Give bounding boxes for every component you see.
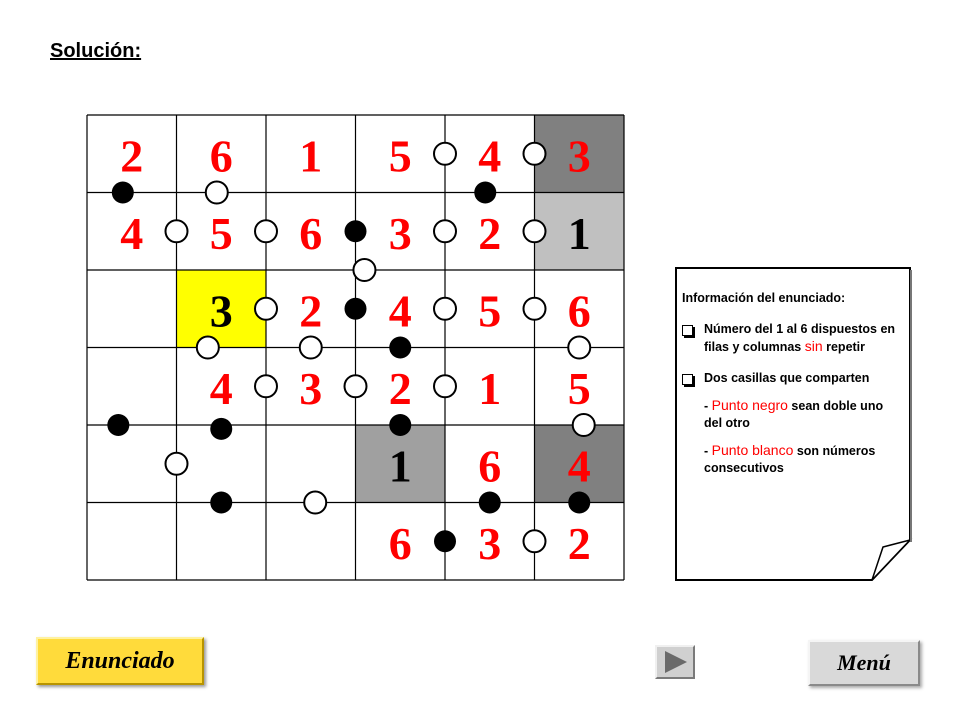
info-heading: Información del enunciado: [682, 291, 846, 305]
black-dot [389, 414, 411, 436]
cell-number: 3 [388, 207, 412, 259]
cell-number: 3 [299, 362, 323, 414]
cell-number: 1 [478, 362, 502, 414]
cell-number: 1 [567, 207, 591, 259]
white-dot [573, 414, 595, 436]
white-dot [434, 375, 456, 397]
info-black-dot-rule: - Punto negro sean doble uno del otro [704, 397, 884, 430]
white-dot [255, 220, 277, 242]
white-dot [524, 298, 546, 320]
cell-number: 4 [120, 207, 144, 259]
grid-cell [87, 503, 177, 581]
black-dot [112, 182, 134, 204]
cell-number: 2 [299, 285, 323, 337]
cell-number: 4 [567, 440, 591, 492]
white-dot [434, 298, 456, 320]
black-dot [345, 220, 367, 242]
triangle-right-icon [657, 647, 693, 677]
cell-number: 6 [388, 517, 412, 569]
cell-number: 3 [478, 517, 502, 569]
white-dot [345, 375, 367, 397]
cell-number: 4 [478, 130, 502, 182]
black-dot [389, 337, 411, 359]
cell-number: 6 [567, 285, 591, 337]
info-white-dot-rule: - Punto blanco son números consecutivos [704, 442, 876, 475]
square-bullet-icon [682, 325, 693, 336]
cell-number: 6 [299, 207, 323, 259]
cell-number: 1 [299, 130, 323, 182]
cell-number: 5 [478, 285, 502, 337]
cell-number: 2 [120, 130, 144, 182]
cell-number: 2 [478, 207, 502, 259]
grid-cell [266, 503, 356, 581]
grid-cell [87, 425, 177, 503]
square-bullet-icon [682, 374, 693, 385]
page-title: Solución: [50, 40, 142, 62]
white-dot [206, 182, 228, 204]
grid-cell [87, 348, 177, 426]
cell-number: 3 [209, 285, 233, 337]
cell-number: 1 [388, 440, 412, 492]
enunciado-button[interactable]: Enunciado [36, 637, 204, 685]
white-dot [166, 453, 188, 475]
grid-cell [266, 425, 356, 503]
black-dot [474, 182, 496, 204]
white-dot [434, 143, 456, 165]
white-dot [304, 492, 326, 514]
white-dot [434, 220, 456, 242]
black-dot [210, 418, 232, 440]
menu-button[interactable]: Menú [808, 640, 920, 686]
black-dot [434, 530, 456, 552]
black-dot [479, 492, 501, 514]
cell-number: 5 [567, 362, 591, 414]
cell-number: 5 [209, 207, 233, 259]
info-panel [682, 290, 904, 477]
grid-cell [87, 270, 177, 348]
black-dot [107, 414, 129, 436]
white-dot [568, 337, 590, 359]
next-button[interactable] [655, 645, 695, 679]
black-dot [568, 492, 590, 514]
cell-number: 6 [209, 130, 233, 182]
white-dot [353, 259, 375, 281]
cell-number: 2 [388, 362, 412, 414]
cell-number: 4 [388, 285, 412, 337]
white-dot [524, 143, 546, 165]
cell-number: 5 [388, 130, 412, 182]
cell-number: 3 [567, 130, 591, 182]
info-item-rule-dots [682, 370, 904, 477]
white-dot [524, 220, 546, 242]
white-dot [300, 337, 322, 359]
white-dot [255, 375, 277, 397]
white-dot [197, 337, 219, 359]
white-dot [166, 220, 188, 242]
info-dots-intro: Dos casillas que comparten [704, 371, 870, 385]
cell-number: 2 [567, 517, 591, 569]
grid-cell [177, 503, 267, 581]
info-item-rule-numbers: Número del 1 al 6 dispuestos en filas y columnas sin repetir [682, 321, 904, 356]
white-dot [524, 530, 546, 552]
white-dot [255, 298, 277, 320]
black-dot [345, 298, 367, 320]
cell-number: 4 [209, 362, 233, 414]
cell-number: 6 [478, 440, 502, 492]
black-dot [210, 492, 232, 514]
